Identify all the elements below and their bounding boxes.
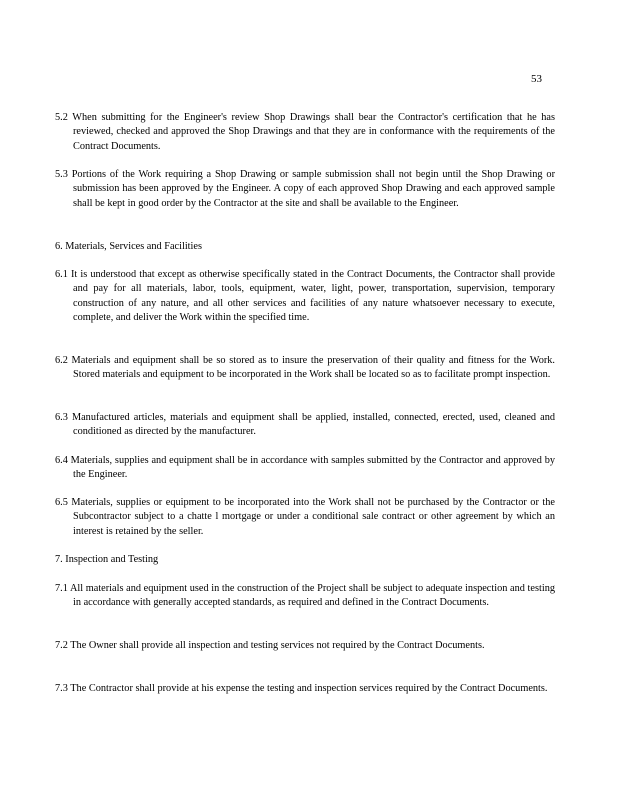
section-6-1: 6.1 It is understood that except as otherwise specifically stated in the Contract Documents, the Contractor shall provide and pay for all materials, labor, tools, equipment, water, light, power, transportation, supervision, temporary construction of any nature, and all other services and facilities of any nature whatsoever necessary to execute, complete, and deliver the Work within the specified time. [55,269,555,323]
page-number: 53 [531,73,542,85]
section-7-2: 7.2 The Owner shall provide all inspection and testing services not required by the Contract Documents. [55,640,485,651]
section-6-3: 6.3 Manufactured articles, materials and equipment shall be applied, installed, connected, erected, used, cleaned and conditioned as directed by the manufacturer. [55,412,555,438]
section-6-5: 6.5 Materials, supplies or equipment to be incorporated into the Work shall not be purchased by the Contractor or the Subcontractor subject to a chatte l mortgage or under a conditional sale contract or other agreement by which an interest is retained by the seller. [55,497,555,537]
section-5-2: 5.2 When submitting for the Engineer's review Shop Drawings shall bear the Contractor's certification that he has reviewed, checked and approved the Shop Drawings and that they are in conformance with the requirements of the Contract Documents. [55,112,555,152]
section-6-4: 6.4 Materials, supplies and equipment shall be in accordance with samples submitted by the Contractor and approved by the Engineer. [55,455,555,481]
section-6-2: 6.2 Materials and equipment shall be so stored as to insure the preservation of their quality and fitness for the Work. Stored materials and equipment to be incorporated in the Work shall be located so as to facilitate prompt inspection. [55,355,555,381]
section-7-3: 7.3 The Contractor shall provide at his expense the testing and inspection services required by the Contract Documents. [55,683,548,694]
section-7-heading: 7. Inspection and Testing [55,554,159,565]
section-7-1: 7.1 All materials and equipment used in the construction of the Project shall be subject to adequate inspection and testing in accordance with generally accepted standards, as required and defined in the Contract Documents. [55,583,555,609]
section-6-heading: 6. Materials, Services and Facilities [55,241,202,252]
section-5-3: 5.3 Portions of the Work requiring a Shop Drawing or sample submission shall not begin until the Shop Drawing or submission has been approved by the Engineer. A copy of each approved Shop Drawing and each approved sample shall be kept in good order by the Contractor at the site and shall be available to the Engineer. [55,169,555,209]
